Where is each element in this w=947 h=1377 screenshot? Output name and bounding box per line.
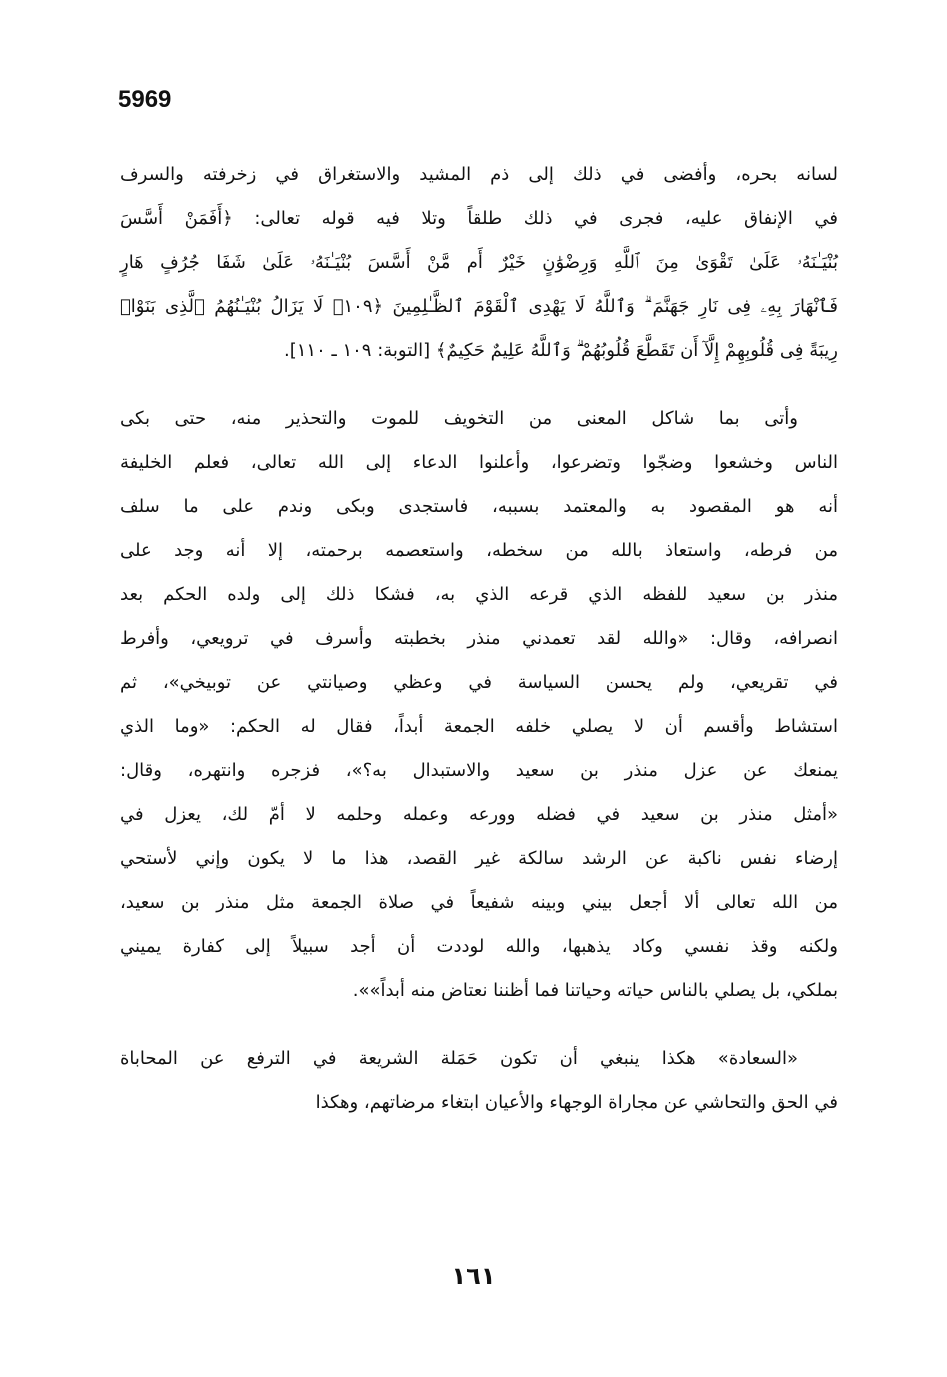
page-body-text xyxy=(120,153,838,1125)
quran-verse-line: رِيبَةً فِى قُلُوبِهِمْ إِلَّآ أَن تَقَطَّعَ قُلُوبُهُمْ ۗ وَٱللَّهُ عَلِيمٌ حَكِيمٌ﴾ [التوبة: ١٠٩ ـ ١١٠]. xyxy=(283,340,838,361)
text-line: وأتى بما شاكل المعنى من التخويف للموت والتحذير منه، حتى بكى xyxy=(120,408,798,429)
text-line: منذر بن سعيد للفظه الذي قرعه الذي به، فشكا ذلك إلى ولده الحكم بعد xyxy=(120,584,838,605)
text-line: يمنعك عن عزل منذر بن سعيد والاستبدال به؟»، فزجره وانتهره، وقال: xyxy=(120,760,838,781)
text-line: انصرافه، وقال: «والله لقد تعمدني منذر بخطبته وأسرف في ترويعي، وأفرط xyxy=(120,628,838,649)
text-line: «السعادة» هكذا ينبغي أن تكون حَمَلة الشريعة في الترفع عن المحاباة xyxy=(120,1048,798,1069)
text-line: في تقريعي، ولم يحسن السياسة في وعظي وصيانتي عن توبيخي»، ثم xyxy=(120,672,838,693)
text-line: لسانه بحره، وأفضى في ذلك إلى ذم المشيد والاستغراق في زخرفته والسرف xyxy=(120,164,838,185)
text-line: «أمثل منذر بن سعيد في فضله وورعه وعمله وحلمه لا أمّ لك، يعزل في xyxy=(120,804,838,825)
text-line: بملكي، بل يصلي بالناس حياته وحياتنا فما أظننا نعتاض منه أبداً»». xyxy=(352,980,838,1001)
quran-verse-line: فَٱنْهَارَ بِهِۦ فِى نَارِ جَهَنَّمَ ۗ وَٱللَّهُ لَا يَهْدِى ٱلْقَوْمَ ٱلظَّـٰلِمِينَ ﴿١٠٩﴾ لَا يَزَالُ بُنْيَـٰنُهُمُ ٱلَّذِى بَنَوْا۟ xyxy=(120,296,838,317)
text-line: من فرطه، واستعاذ بالله من سخطه، واستعصمه برحمته، إلا أنه وجد على xyxy=(120,540,838,561)
text-line: في الحق والتحاشي عن مجاراة الوجهاء والأعيان ابتغاء مرضاتهم، وهكذا xyxy=(315,1092,838,1113)
text-line: من الله تعالى ألا أجعل بيني وبينه شفيعاً في صلاة الجمعة مثل منذر بن سعيد، xyxy=(120,892,838,913)
text-line: الناس وخشعوا وضجّوا وتضرعوا، وأعلنوا الدعاء إلى الله تعالى، فعلم الخليفة xyxy=(120,452,838,473)
text-line: استشاط وأقسم أن لا يصلي خلفه الجمعة أبداً، فقال له الحكم: «وما الذي xyxy=(120,716,838,737)
text-line: في الإنفاق عليه، فجرى في ذلك طلقاً وتلا فيه قوله تعالى: ﴿أَفَمَنْ أَسَّسَ xyxy=(120,208,838,229)
text-line: أنه هو المقصود به والمعتمد بسببه، فاستجدى وبكى وندم على ما سلف xyxy=(120,496,838,517)
page-id-number: 5969 xyxy=(118,86,172,113)
page-folio-number: ١٦١ xyxy=(451,1262,496,1290)
text-line: إرضاء نفس ناكبة عن الرشد سالكة غير القصد، هذا ما لا يكون وإني لأستحي xyxy=(120,848,838,869)
quran-verse-line: بُنْيَـٰنَهُۥ عَلَىٰ تَقْوَىٰ مِنَ ٱللَّهِ وَرِضْوَٰنٍ خَيْرٌ أَم مَّنْ أَسَّسَ بُنْيَـٰنَهُۥ عَلَىٰ شَفَا جُرُفٍ هَارٍ xyxy=(120,252,838,273)
text-line: ولكنه وقذ نفسي وكاد يذهبها، والله لوددت أن أجد سبيلاً إلى كفارة يميني xyxy=(120,936,838,957)
